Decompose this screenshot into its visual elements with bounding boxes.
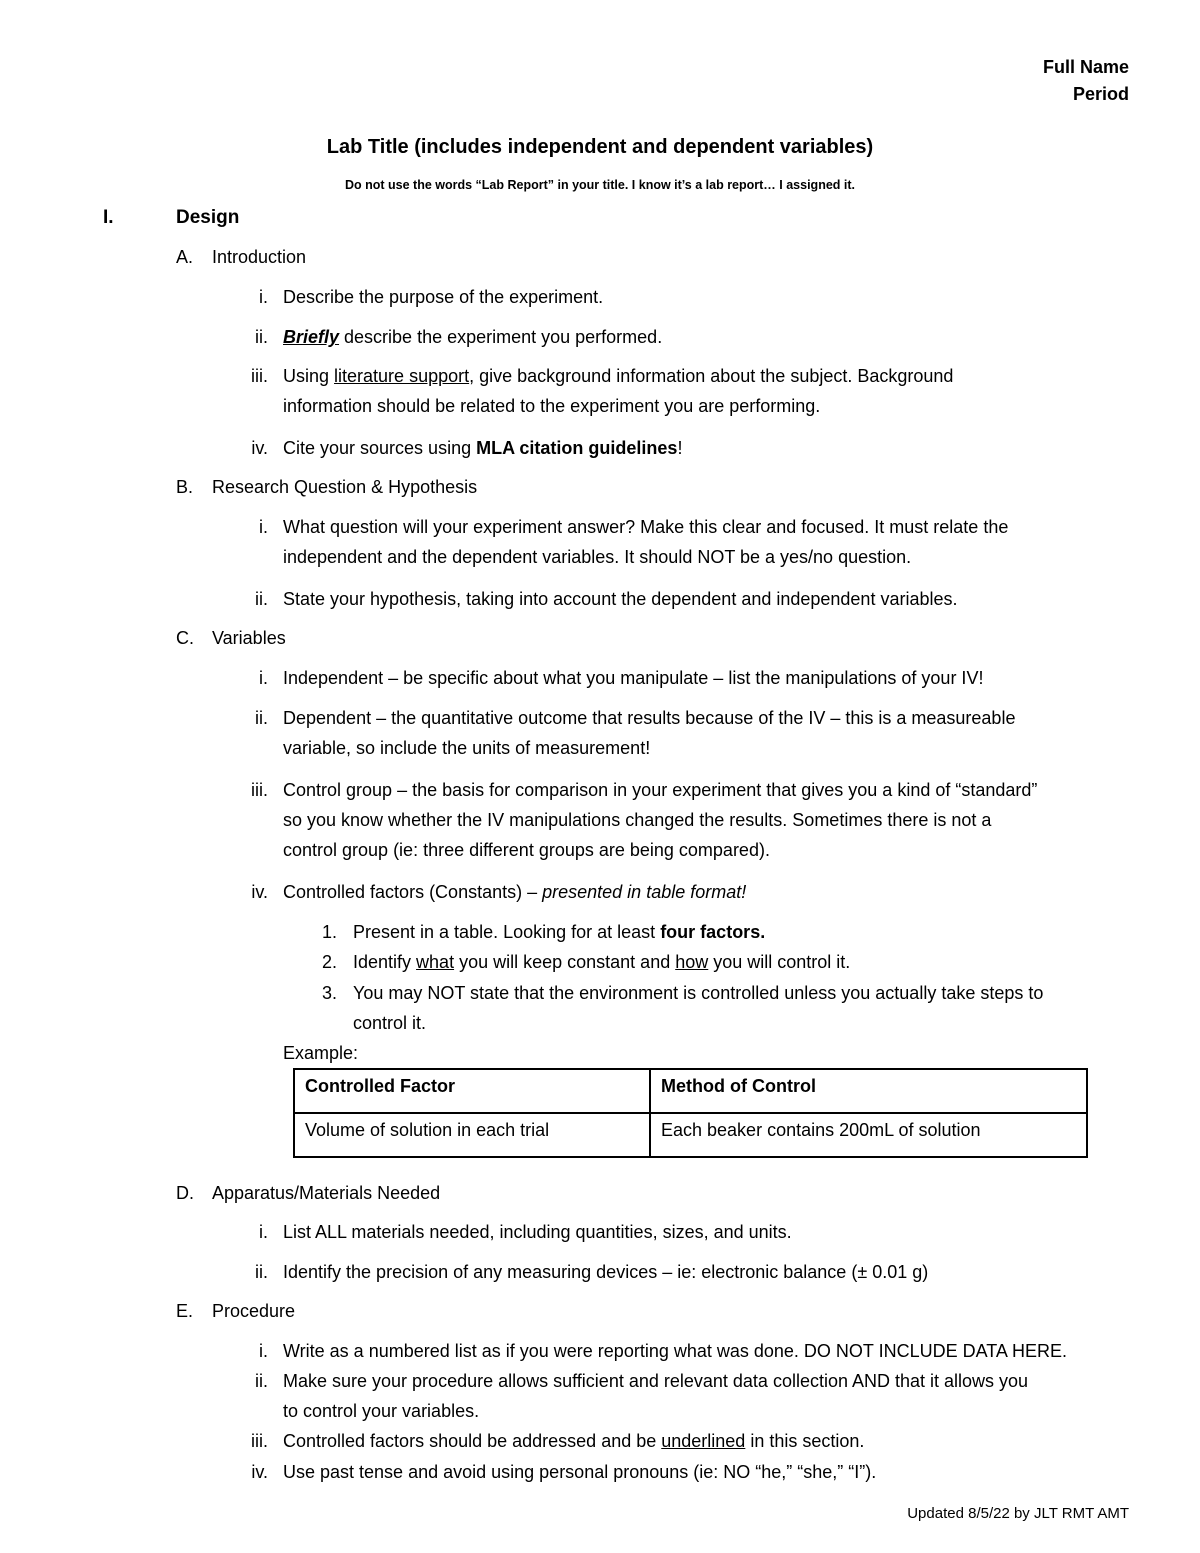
materials-item-1: List ALL materials needed, including quantities, sizes, and units. <box>283 1222 792 1242</box>
item-numeral: iii. <box>251 780 268 800</box>
variables-item-2-line-2: variable, so include the units of measurement! <box>283 738 651 758</box>
student-name-label: Full Name <box>1042 57 1129 77</box>
item-numeral: ii. <box>255 708 268 728</box>
subitem-number: 3. <box>321 983 337 1003</box>
item-numeral: i. <box>259 517 268 537</box>
underlined-underlined: underlined <box>661 1431 746 1451</box>
item-numeral: i. <box>259 668 268 688</box>
intro-item-3-line-2: information should be related to the experiment you are performing. <box>283 396 821 416</box>
item-numeral: i. <box>259 1222 268 1242</box>
table-header-row <box>294 1069 1087 1113</box>
constants-subitem-3-line-2: control it. <box>353 1013 427 1033</box>
item-numeral: iii. <box>251 366 268 386</box>
research-item-1: What question will your experiment answer? Make this clear and focused. It must relate the <box>283 517 1009 537</box>
subsection-title-research-question: Research Question & Hypothesis <box>212 477 478 497</box>
table-header-cell: Method of Control <box>650 1069 1087 1113</box>
subsection-title-introduction: Introduction <box>212 247 307 267</box>
intro-item-1: Describe the purpose of the experiment. <box>283 287 604 307</box>
italic-table-format: presented in table format! <box>542 882 747 902</box>
item-numeral: i. <box>259 1341 268 1361</box>
bold-mla-guidelines: MLA citation guidelines <box>476 438 678 458</box>
emphasis-briefly: Briefly <box>283 327 340 347</box>
table-cell: Volume of solution in each trial <box>294 1113 650 1157</box>
constants-subitem-1: Present in a table. Looking for at least four factors. <box>353 922 766 942</box>
procedure-item-2-line-2: to control your variables. <box>283 1401 480 1421</box>
procedure-item-4: Use past tense and avoid using personal pronouns (ie: NO “he,” “she,” “I”). <box>283 1462 877 1482</box>
bold-four-factors: four factors. <box>660 922 766 942</box>
table-header-cell: Controlled Factor <box>294 1069 650 1113</box>
procedure-item-1: Write as a numbered list as if you were reporting what was done. DO NOT INCLUDE DATA HERE. <box>283 1341 1067 1361</box>
subsection-letter-e: E. <box>176 1301 194 1321</box>
variables-item-4: Controlled factors (Constants) – presented in table format! <box>283 882 747 902</box>
procedure-item-2: Make sure your procedure allows sufficient and relevant data collection AND that it allows you <box>283 1371 1029 1391</box>
intro-item-3: Using literature support, give background information about the subject. Background <box>283 366 954 386</box>
subsection-letter-a: A. <box>176 247 194 267</box>
item-numeral: ii. <box>255 327 268 347</box>
item-numeral: ii. <box>255 589 268 609</box>
page-subtitle: Do not use the words “Lab Report” in your title. I know it’s a lab report… I assigned it. <box>344 178 855 192</box>
underlined-what: what <box>416 952 455 972</box>
variables-item-3-line-2: so you know whether the IV manipulations changed the results. Sometimes there is not a <box>283 810 992 830</box>
constants-subitem-2: Identify what you will keep constant and how you will control it. <box>353 952 851 972</box>
variables-item-3-line-3: control group (ie: three different groups are being compared). <box>283 840 770 860</box>
research-item-1-line-2: independent and the dependent variables. It should NOT be a yes/no question. <box>283 547 912 567</box>
subsection-title-variables: Variables <box>212 628 286 648</box>
table-cell: Each beaker contains 200mL of solution <box>650 1113 1087 1157</box>
intro-item-2: Briefly describe the experiment you performed. <box>283 327 663 347</box>
subitem-number: 2. <box>321 952 337 972</box>
constants-subitem-3: You may NOT state that the environment is controlled unless you actually take steps to <box>353 983 1044 1003</box>
page-title: Lab Title (includes independent and dependent variables) <box>326 136 874 158</box>
variables-item-3: Control group – the basis for comparison in your experiment that gives you a kind of “standard” <box>283 780 1038 800</box>
section-numeral: I. <box>103 207 114 228</box>
table-row <box>294 1113 1087 1157</box>
variables-item-1: Independent – be specific about what you manipulate – list the manipulations of your IV! <box>283 668 984 688</box>
procedure-item-3: Controlled factors should be addressed and be underlined in this section. <box>283 1431 865 1451</box>
item-numeral: iv. <box>251 1462 268 1482</box>
underlined-how: how <box>675 952 709 972</box>
controlled-factors-table <box>293 1068 1088 1158</box>
materials-item-2: Identify the precision of any measuring devices – ie: electronic balance (± 0.01 g) <box>283 1262 929 1282</box>
item-numeral: iii. <box>251 1431 268 1451</box>
subsection-letter-c: C. <box>176 628 194 648</box>
period-label: Period <box>1072 84 1129 104</box>
item-numeral: ii. <box>255 1371 268 1391</box>
research-item-2: State your hypothesis, taking into account the dependent and independent variables. <box>283 589 958 609</box>
underlined-literature-support: literature support <box>334 366 470 386</box>
subsection-title-procedure: Procedure <box>212 1301 296 1321</box>
intro-item-4: Cite your sources using MLA citation guidelines! <box>283 438 683 458</box>
item-numeral: i. <box>259 287 268 307</box>
subitem-number: 1. <box>321 922 337 942</box>
section-heading: Design <box>176 207 240 228</box>
subsection-letter-d: D. <box>176 1183 194 1203</box>
item-numeral: iv. <box>251 438 268 458</box>
variables-item-2: Dependent – the quantitative outcome that results because of the IV – this is a measureable <box>283 708 1016 728</box>
example-label: Example: <box>283 1043 359 1063</box>
item-numeral: iv. <box>251 882 268 902</box>
item-numeral: ii. <box>255 1262 268 1282</box>
subsection-letter-b: B. <box>176 477 194 497</box>
subsection-title-materials: Apparatus/Materials Needed <box>212 1183 441 1203</box>
footer-updated: Updated 8/5/22 by JLT RMT AMT <box>907 1505 1129 1522</box>
